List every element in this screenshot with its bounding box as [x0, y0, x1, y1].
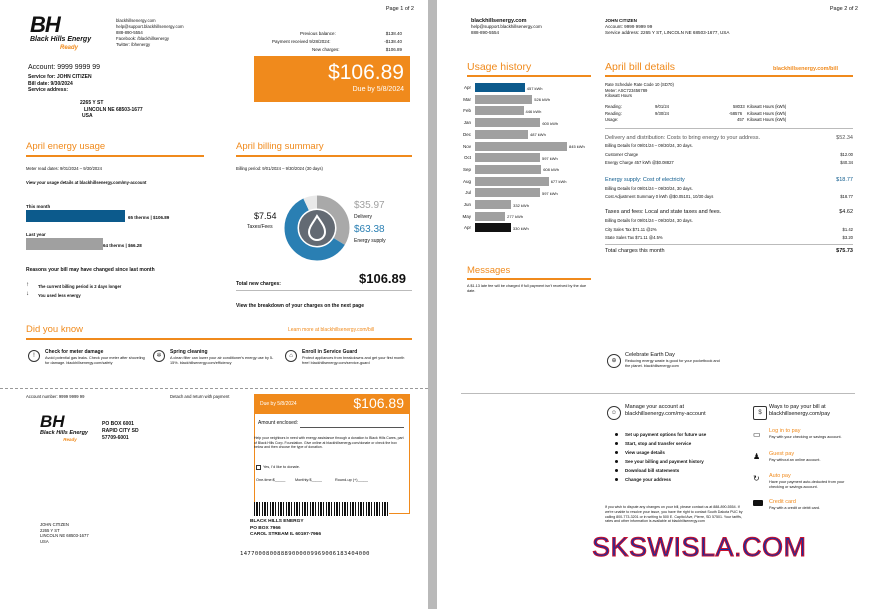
contact-block [116, 18, 184, 48]
amount-due-box [254, 56, 410, 102]
warning-icon: ! [28, 350, 40, 362]
logo-sub: Ready [59, 44, 78, 51]
website-link[interactable]: blackhillsenergy.com [471, 18, 527, 24]
stub-due-box: Due by 5/8/2024 $106.89 [254, 394, 410, 414]
bill-details-heading: April bill details [605, 61, 676, 73]
amount-enclosed-field[interactable] [300, 427, 404, 428]
bill-page-2: Page 2 of 2 blackhillsenergy.com help@support.blackhillsenergy.com 888-890-5554 JOHN CITIZEN Account: 9999 9999 99 Service address: 2265 Y ST, LINCOLN NE 68503-1677, USA Usage history Apr 457 kWh Mar 526 kWh Feb 446 kWh Jan 600 kWh Dec 487 kWh Nov 845 kWh Oct 597 kWh Sep 608 kWh Aug 677 kWh Jul 597 kWh Jun 332 kWh May 277 kWh Apr 330 kWh Messages A $1.13 late fee will be charged if full payment isn't received by the due date. April bill details blackhillsenergy.com/bill Rate Schedule Rate Code 10 (SD70) Meter: ASC723456789 Kilowatt Hours Reading: 9/01/24 58033 Kilowatt Hours (kWh) Reading: 9/30/24 -58576 Kilowatt Hours (kWh) Usage: 457 Kilowatt Hours (kWh) Delivery and distribution: Costs to bring energy to your address. $52.34 Billing Details for 09/01/24 – 09/30/24, 30 days. Customer Charge $12.00 Energy Charge 457 kWh @$0.08827 $40.34 Energy supply: Cost of electricity $18.77 Billing Details for 09/01/24 – 09/30/24, 30 days. Cost Adjustment Summary 0 kWh @$0.05101, 10/30 days $18.77 Taxes and fees: Local and state taxes and fees. $4.62 Billing Details for 09/01/24 – 09/30/24, 30 days. City Sales Tax $71.11 @2% $1.42 State Sales Tax $71.11 @4.5% $3.20 Total charges this month $75.73 ⊕ Celebrate Earth Day Reducing energy waste is good for your pocketbook and the planet. blackhillsenergy.com ☺ Manage your account at blackhillsenergy.com/my-account Set up payment options for future use Start, stop and transfer service View usage details See your billing and payment history Download bill statements Change your address If you wish to dispute any changes on your bill, please contact us at 888-890-5554. If we're unable to resolve your issue, you have the right to contact South Dakota PUC by calling 800-773-3201 or in writing to 500 E. Capitol Ave, Pierre, SD 57501. Your tariffs, rates and other information is available at blackhillsenergy.com $ Ways to pay your bill at blackhillsenergy.com/pay ▭ Log in to pay Pay with your checking or savings account. ♟ Guest pay Pay without an online account. ↻ Auto pay Have your payment auto-deducted from your checking or savings account. Credit card Pay with a credit or debit card. [437, 0, 872, 609]
donate-checkbox[interactable] [256, 465, 261, 470]
taxes-value: $7.54 [254, 211, 277, 221]
history-bar [475, 153, 540, 162]
history-month-label: Apr [463, 225, 471, 231]
history-month-label: Sep [462, 166, 471, 172]
total-charges-row: Total charges this month $75.73 [605, 248, 853, 254]
history-month-label: Apr [463, 85, 471, 90]
history-month-label: Nov [462, 143, 471, 149]
history-bar [475, 200, 511, 209]
amount-due: $106.89 [328, 61, 404, 84]
message-text: A $1.13 late fee will be charged if full payment isn't received by the due date. [467, 284, 587, 293]
billing-heading: April billing summary [236, 141, 324, 152]
twitter-text: Twitter: /bhenergy [116, 42, 151, 47]
account-line: Account: 9999 9999 99 [28, 64, 101, 71]
remit-address: PO BOX 6001 RAPID CITY SD 57709-6001 [102, 421, 139, 441]
this-month-value: 65 therms | $106.89 [128, 215, 170, 220]
history-value-label: 597 kWh [541, 190, 558, 196]
donate-checkbox-label: Yes, I'd like to donate. [263, 465, 300, 469]
last-year-value: 64 therms | $66.28 [103, 243, 142, 248]
amount-enclosed-label: Amount enclosed: [258, 420, 299, 426]
manage-title: Manage your account at blackhillsenergy.com/my-account [625, 404, 706, 417]
last-year-bar [26, 238, 103, 250]
fan-icon: ✲ [153, 350, 165, 362]
dispute-note: If you wish to dispute any changes on your bill, please contact us at 888-890-5554. If we're unable to resolve your issue, you have the right to contact South Dakota PUC by calling 800-773-3201 or in writing to 500 E. Capitol Ave, Pierre, SD 57501. Your tariffs, rates and other information is available at blackhillsenergy.com [605, 505, 743, 524]
email-link[interactable]: help@support.blackhillsenergy.com [471, 24, 542, 29]
logo [30, 14, 108, 52]
autopay-icon: ↻ [753, 474, 760, 483]
pay-option-credit-card[interactable]: Credit card [769, 499, 796, 505]
tip-3-text: Protect appliances from breakdowns and get your first month free! blackhillsenergy.com/service-guard [302, 356, 405, 365]
delivery-label: Delivery [354, 214, 373, 220]
history-month-label: Aug [462, 178, 471, 184]
tip-1-title: Check for meter damage [45, 349, 104, 355]
bill-page-1 [0, 0, 428, 609]
view-usage-link[interactable]: View your usage details at blackhillsenergy.com/my-account [26, 180, 147, 185]
history-bar [475, 188, 540, 197]
due-date: Due by 5/8/2024 [352, 86, 404, 93]
delivery-section-header: Delivery and distribution: Costs to bring energy to your address. $52.34 [605, 135, 853, 141]
usage-history-heading: Usage history [467, 61, 532, 73]
donation-one-time[interactable]: One-time:$_____ [256, 478, 286, 482]
donation-round-up[interactable]: Round-up (+)_____ [335, 478, 369, 482]
customer-mailing-address: JOHN CITIZEN 2265 Y ST LINCOLN NE 68503-1677 USA [40, 522, 89, 544]
history-month-label: Mar [463, 96, 471, 102]
scan-line: 14770008008889000009969006183404000 [240, 551, 370, 557]
total-charges-value: $106.89 [359, 271, 406, 286]
donation-monthly[interactable]: Monthly:$_____ [295, 478, 323, 482]
history-bar [475, 118, 540, 127]
history-bar [475, 130, 528, 139]
meter-dates: Meter read dates: 9/01/2024 – 9/30/2024 [26, 166, 102, 171]
history-value-label: 330 kWh [512, 225, 529, 231]
reasons-heading: Reasons your bill may have changed since last month [26, 267, 155, 273]
history-value-label: 332 kWh [513, 202, 529, 208]
donation-text: Help your neighbors in need with energy assistance through a donation to Black Hills Cares, part of Black Hills Corp. Foundation. Give online at blackhillsenergy.com/donate or check the box below and then choose the type of donation. [254, 436, 404, 450]
history-bar [475, 212, 505, 221]
logo-name: Black Hills Energy [30, 36, 92, 43]
tip-3-title: Enroll in Service Guard [302, 349, 358, 355]
phone-text: 888-890-5554 [116, 30, 143, 35]
facebook-text: Facebook: /blackhillsenergy [116, 36, 170, 41]
did-you-know-heading: Did you know [26, 324, 84, 335]
delivery-value: $35.97 [354, 200, 385, 211]
messages-heading: Messages [467, 265, 511, 276]
billing-period: Billing period: 9/01/2024 – 9/30/2024 (30 days) [236, 166, 323, 171]
phone-text: 888-890-5554 [471, 30, 500, 35]
pay-option-login[interactable]: Log in to pay [769, 428, 801, 434]
payee-address: BLACK HILLS ENERGY PO BOX 7966 CAROL STREAM IL 60197-7966 [250, 519, 322, 537]
reason-1: The current billing period is 2 days longer [38, 284, 122, 289]
pay-title: Ways to pay your bill at blackhillsenergy.com/pay [769, 404, 831, 417]
history-month-label: Feb [463, 108, 471, 114]
learn-more-link[interactable]: Learn more at blackhillsenergy.com/bill [288, 327, 375, 333]
reason-2: You used less energy [38, 293, 81, 298]
supply-value: $63.38 [354, 224, 385, 235]
pay-option-guest[interactable]: Guest pay [769, 451, 795, 457]
bill-details-link[interactable]: blackhillsenergy.com/bill [773, 66, 839, 72]
laptop-icon: ▭ [753, 430, 761, 439]
bill-icon: $ [753, 406, 767, 420]
tip-2-title: Spring cleaning [170, 349, 208, 355]
history-value-label: 277 kWh [507, 214, 523, 220]
website-link[interactable]: blackhillsenergy.com [116, 18, 156, 23]
barcode [254, 502, 389, 516]
account-block: JOHN CITIZEN Account: 9999 9999 99 Service address: 2265 Y ST, LINCOLN NE 68503-1677, USA [605, 18, 730, 35]
usage-history-chart [455, 83, 595, 235]
usage-heading: April energy usage [26, 141, 106, 152]
history-month-label: Jan [463, 120, 471, 126]
supply-label: Energy supply [354, 238, 386, 244]
tip-2-text: A clean filter can lower your air conditioner's energy use by 5-15%. blackhillsenergy.com/efficiency [170, 356, 274, 365]
history-bar [475, 223, 511, 232]
arrow-up-icon: ↑ [26, 282, 29, 288]
history-bar [475, 83, 525, 92]
credit-card-icon [753, 500, 763, 506]
detach-note: Detach and return with payment [170, 394, 230, 399]
taxes-label: Taxes/Fees [247, 224, 273, 230]
watermark: SKSWISLA.COM [592, 532, 807, 562]
history-month-label: Oct [463, 155, 471, 161]
history-value-label: 608 kWh [543, 167, 559, 173]
user-icon: ☺ [607, 406, 621, 420]
arrow-down-icon: ↓ [26, 291, 29, 297]
contact-block [471, 18, 542, 36]
pay-option-autopay[interactable]: Auto pay [769, 473, 791, 479]
history-bar [475, 165, 541, 174]
last-year-label: Last year [26, 232, 46, 237]
history-value-label: 487 kWh [530, 132, 546, 138]
stub-logo: BH Black Hills Energy Ready [40, 412, 88, 442]
home-shield-icon: ⌂ [285, 350, 297, 362]
this-month-label: This month [26, 204, 51, 209]
customer-info: Service for: JOHN CITIZEN Bill date: 9/30/2024 Service address: [28, 74, 92, 93]
history-value-label: 457 kWh [526, 85, 543, 91]
history-month-label: Jul [465, 190, 471, 196]
history-month-label: Jun [463, 202, 471, 207]
history-month-label: Dec [462, 131, 471, 137]
history-value-label: 677 kWh [550, 179, 567, 185]
service-address: 2265 Y ST LINCOLN NE 68503-1677 USA [80, 100, 143, 119]
history-bar [475, 106, 524, 115]
page-number: Page 1 of 2 [385, 6, 414, 12]
account-summary: Previous balance: $138.40 Payment received 9/28/2024: -$138.40 New charges: $106.89 [272, 31, 402, 52]
history-value-label: 600 kWh [542, 120, 559, 126]
email-link[interactable]: help@support.blackhillsenergy.com [116, 24, 184, 29]
history-bar [475, 142, 567, 151]
globe-icon: ⊕ [607, 354, 621, 368]
taxes-section-header: Taxes and fees: Local and state taxes and fees. $4.62 [605, 209, 853, 215]
history-bar [475, 177, 549, 186]
history-value-label: 597 kWh [541, 155, 558, 161]
earth-day-title: Celebrate Earth Day [625, 352, 675, 358]
stub-account: Account number: 9999 9999 99 [26, 394, 85, 399]
history-value-label: 526 kWh [534, 97, 551, 103]
history-value-label: 845 kWh [569, 144, 585, 149]
supply-section-header: Energy supply: Cost of electricity $18.77 [605, 177, 853, 183]
billing-donut-chart [283, 194, 351, 262]
history-bar [475, 95, 532, 104]
breakdown-note: View the breakdown of your charges on the next page [236, 303, 364, 309]
logo-mark: BH [30, 12, 60, 37]
this-month-bar [26, 210, 125, 222]
history-value-label: 446 kWh [525, 108, 542, 114]
tip-1-text: Avoid potential gas leaks. Check your meter after shoveling for damage. blackhillsenergy.com/safety [45, 356, 145, 365]
meter-readings: Reading: 9/01/24 58033 Kilowatt Hours (kWh) Reading: 9/30/24 -58576 Kilowatt Hours (kWh) Usage: 457 Kilowatt Hours (kWh) [605, 104, 787, 122]
rate-info: Rate Schedule Rate Code 10 (SD70) Meter: ASC723456789 Kilowatt Hours [605, 82, 674, 98]
page-number: Page 2 of 2 [829, 6, 858, 12]
history-month-label: May [462, 213, 471, 219]
guest-icon: ♟ [753, 452, 761, 461]
earth-day-text: Reducing energy waste is good for your pocketbook and the planet. blackhillsenergy.com [625, 359, 720, 368]
total-charges-label: Total new charges: [236, 281, 281, 287]
